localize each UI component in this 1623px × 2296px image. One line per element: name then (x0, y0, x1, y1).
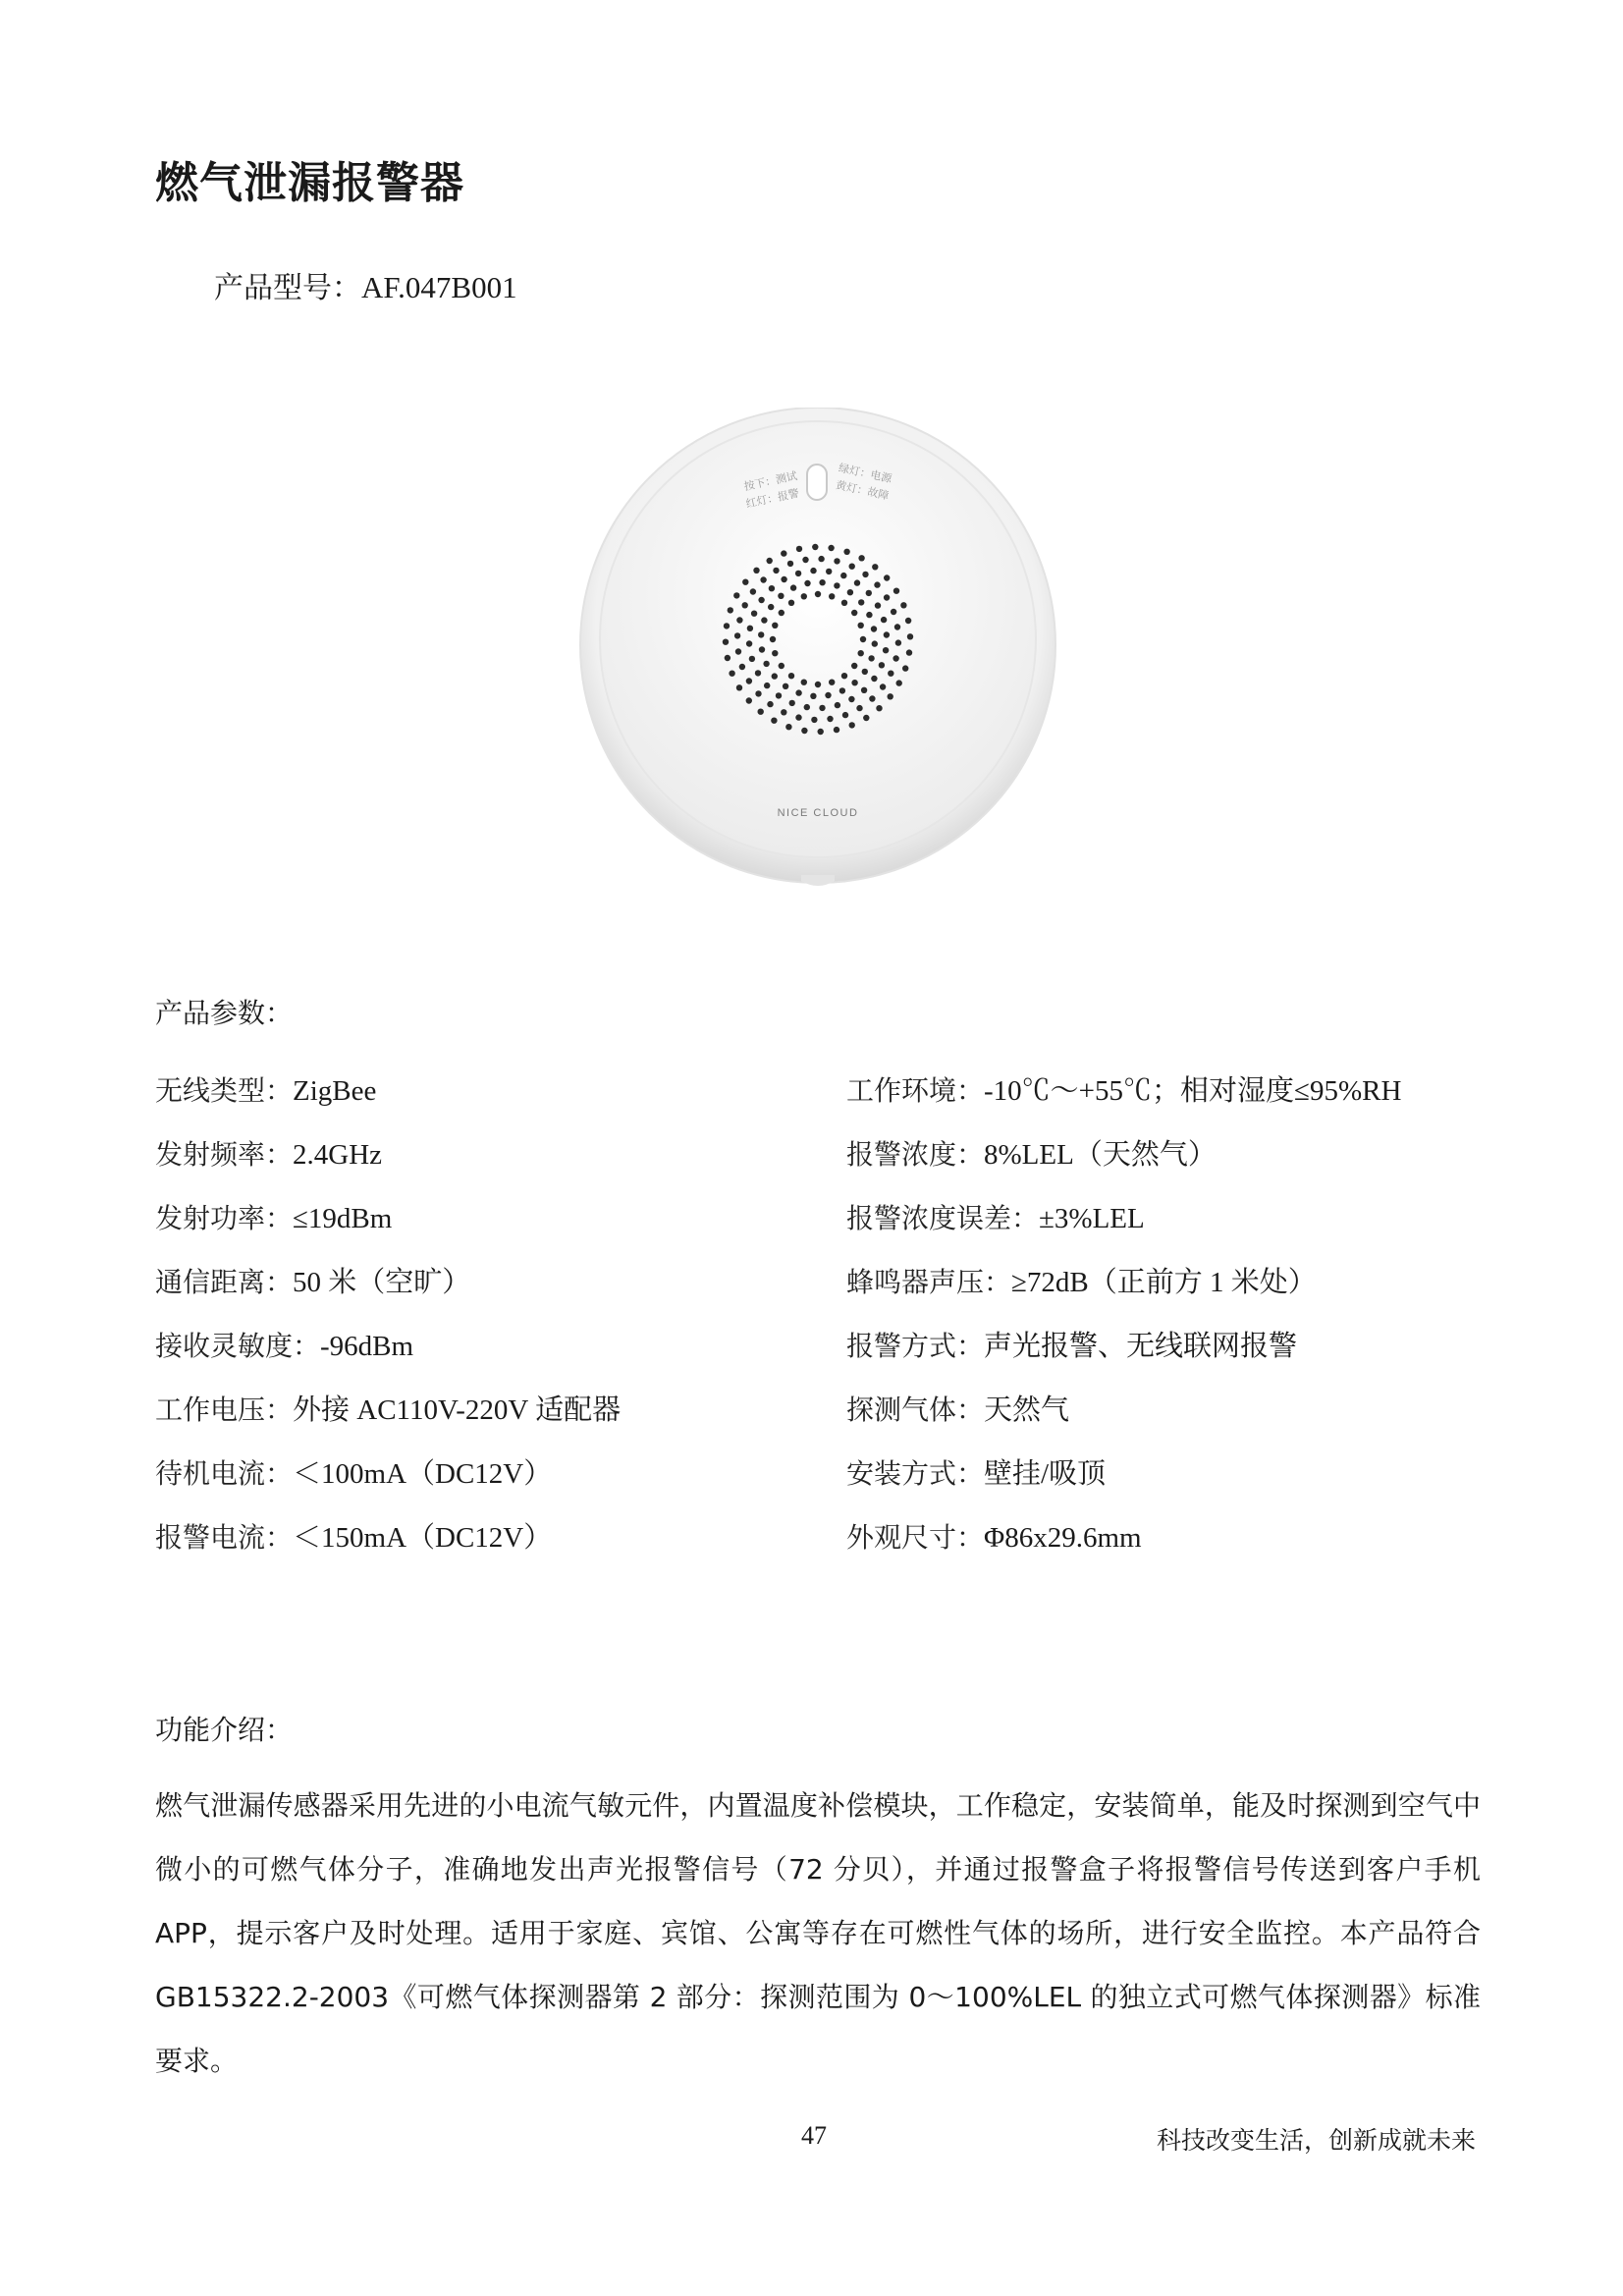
speaker-hole (815, 682, 821, 687)
speaker-hole (826, 569, 832, 574)
speaker-hole (849, 722, 855, 728)
speaker-hole (828, 545, 834, 551)
speaker-hole (866, 590, 872, 596)
speaker-hole (787, 561, 793, 567)
speaker-hole (795, 689, 801, 695)
speaker-hole (829, 680, 835, 685)
speaker-hole (758, 631, 764, 637)
indicator-left-2: 红灯：报警 (744, 486, 801, 511)
speaker-hole (847, 589, 853, 595)
speaker-hole (829, 593, 835, 599)
param-row (846, 1059, 1401, 1122)
param-key: 报警电流： (155, 1521, 294, 1554)
speaker-hole (819, 579, 825, 585)
speaker-hole (781, 576, 786, 582)
speaker-hole (781, 550, 786, 556)
speaker-hole (854, 579, 860, 585)
speaker-hole (880, 683, 886, 689)
speaker-hole (771, 718, 777, 724)
speaker-hole (834, 582, 839, 588)
speaker-hole (881, 617, 887, 623)
param-value: 8%LEL（天然气） (984, 1139, 1217, 1171)
speaker-hole (801, 680, 807, 685)
speaker-hole (755, 690, 761, 696)
speaker-hole (858, 599, 864, 605)
speaker-hole (769, 585, 775, 591)
param-value: 外接 AC110V-220V 适配器 (293, 1394, 622, 1426)
speaker-hole (753, 568, 759, 574)
speaker-hole (728, 607, 733, 613)
param-value: ≤19dBm (293, 1203, 393, 1234)
param-row (846, 1250, 1401, 1314)
speaker-hole (907, 633, 913, 639)
param-value: ≥72dB（正前方 1 米处） (1011, 1267, 1317, 1298)
speaker-hole (818, 556, 824, 562)
indicator-right-2: 黄灯：故障 (834, 478, 891, 503)
param-row (155, 1250, 621, 1314)
speaker-hole (894, 624, 900, 629)
speaker-hole (879, 662, 885, 668)
speaker-hole (725, 655, 730, 661)
speaker-hole (735, 648, 741, 654)
speaker-hole (835, 702, 840, 708)
speaker-hole (841, 673, 847, 679)
speaker-hole (755, 670, 761, 676)
speaker-hole (849, 564, 855, 570)
speaker-hole (811, 717, 817, 723)
params-heading: 产品参数： (155, 997, 294, 1029)
speaker-hole (772, 673, 778, 679)
speaker-hole (761, 617, 767, 623)
speaker-hole (788, 600, 794, 606)
param-value: ＜100mA（DC12V） (293, 1458, 553, 1490)
speaker-hole (779, 610, 784, 616)
speaker-hole (876, 705, 882, 711)
product-model (214, 263, 517, 306)
param-key: 工作电压： (155, 1394, 294, 1426)
param-value: 50 米（空旷） (293, 1267, 471, 1298)
speaker-hole (734, 632, 740, 638)
param-row (155, 1059, 621, 1122)
param-row (155, 1314, 621, 1378)
param-value: Φ86x29.6mm (984, 1522, 1142, 1554)
speaker-hole (815, 591, 821, 597)
speaker-hole (871, 626, 877, 631)
speaker-hole (802, 557, 808, 563)
speaker-hole (875, 602, 881, 608)
speaker-hole (763, 661, 769, 667)
speaker-hole (839, 687, 845, 693)
speaker-hole (758, 709, 764, 715)
param-row (846, 1505, 1401, 1569)
speaker-hole (896, 680, 902, 685)
speaker-hole (858, 555, 864, 561)
param-row (155, 1442, 621, 1505)
speaker-hole (750, 588, 756, 594)
speaker-hole (819, 705, 825, 711)
speaker-hole (795, 571, 801, 576)
speaker-hole (767, 558, 773, 564)
speaker-hole (742, 579, 748, 585)
speaker-hole (773, 568, 779, 574)
speaker-hole (834, 558, 839, 564)
speaker-hole (843, 549, 849, 555)
param-value: ±3%LEL (1039, 1203, 1145, 1234)
speaker-hole (790, 584, 796, 590)
speaker-hole (768, 604, 774, 610)
param-row (846, 1186, 1401, 1250)
speaker-hole (842, 712, 848, 718)
speaker-hole (796, 546, 802, 552)
speaker-hole (884, 594, 890, 600)
speaker-hole (742, 602, 748, 608)
param-value: ZigBee (293, 1075, 377, 1107)
speaker-hole (789, 700, 795, 706)
speaker-hole (906, 649, 912, 655)
param-row (846, 1122, 1401, 1186)
speaker-hole (891, 609, 896, 615)
speaker-hole (872, 564, 878, 570)
speaker-hole (840, 573, 846, 578)
model-value: AF.047B001 (361, 270, 517, 304)
speaker-hole (861, 687, 867, 693)
param-key: 外观尺寸： (846, 1521, 985, 1554)
speaker-hole (746, 678, 752, 683)
speaker-hole (810, 568, 816, 574)
speaker-hole (779, 663, 784, 669)
speaker-hole (848, 696, 854, 702)
param-key: 蜂鸣器声压： (846, 1266, 1012, 1298)
speaker-hole (863, 715, 869, 721)
speaker-hole (724, 623, 730, 629)
speaker-hole (746, 697, 752, 703)
speaker-hole (900, 602, 906, 608)
param-key: 安装方式： (846, 1457, 985, 1490)
speaker-hole (860, 636, 866, 642)
speaker-hole (723, 639, 729, 645)
speaker-hole (856, 705, 862, 711)
speaker-hole (783, 683, 788, 689)
speaker-hole (883, 647, 889, 653)
speaker-hole (834, 727, 839, 733)
speaker-hole (772, 650, 778, 656)
speaker-hole (733, 592, 739, 598)
param-row (155, 1505, 621, 1569)
speaker-hole (888, 693, 893, 699)
speaker-hole (866, 612, 872, 618)
speaker-hole (893, 588, 899, 594)
speaker-hole (851, 610, 857, 616)
speaker-hole (772, 623, 778, 629)
param-value: 天然气 (984, 1394, 1070, 1426)
speaker-hole (758, 597, 764, 603)
features-text: 燃气泄漏传感器采用先进的小电流气敏元件，内置温度补偿模块，工作稳定，安装简单，能及时探测到空气中微小的可燃气体分子，准确地发出声光报警信号（72 分贝），并通过报警盒子将报警信号传送到客户手机 APP，提示客户及时处理。适用于家庭、宾馆、公寓等存在可燃性气体的场所，进行安全监控。本产品符合 GB15322.2-2003《可燃气体探测器第 2 部分：探测范围为 0～100%LEL 的独立式可燃气体探测器》标准要求。 (155, 1789, 1481, 2077)
params-right-column (846, 1059, 1401, 1569)
speaker-hole (801, 593, 807, 599)
param-key: 通信距离： (155, 1266, 294, 1298)
param-value: -10℃～+55℃；相对湿度≤95%RH (984, 1075, 1402, 1107)
param-row (155, 1378, 621, 1442)
speaker-hole (788, 673, 794, 679)
speaker-hole (781, 709, 786, 715)
param-value: ＜150mA（DC12V） (293, 1522, 553, 1554)
speaker-hole (874, 581, 880, 587)
speaker-hole (785, 724, 791, 730)
speaker-hole (841, 600, 847, 606)
speaker-hole (869, 695, 875, 701)
speaker-hole (795, 714, 801, 720)
speaker-hole (858, 650, 864, 656)
speaker-hole (767, 701, 773, 707)
page-title: 燃气泄漏报警器 (155, 158, 464, 208)
footer-slogan: 科技改变生活，创新成就未来 (1156, 2126, 1476, 2155)
param-key: 报警浓度误差： (846, 1202, 1040, 1234)
speaker-hole (778, 593, 784, 599)
param-row (846, 1314, 1401, 1378)
gas-detector-image (577, 408, 1058, 889)
speaker-hole (746, 640, 752, 646)
param-value: 声光报警、无线联网报警 (984, 1331, 1298, 1362)
page-number: 47 (801, 2121, 827, 2150)
param-value: 壁挂/吸顶 (984, 1458, 1107, 1490)
param-row (155, 1186, 621, 1250)
speaker-hole (751, 611, 757, 617)
speaker-hole (736, 684, 742, 690)
param-key: 无线类型： (155, 1074, 294, 1107)
speaker-hole (749, 656, 755, 662)
param-key: 发射功率： (155, 1202, 294, 1234)
param-key: 发射频率： (155, 1138, 294, 1171)
speaker-hole (858, 623, 864, 629)
speaker-hole (810, 693, 816, 699)
param-key: 报警方式： (846, 1330, 985, 1362)
param-value: 2.4GHz (293, 1139, 383, 1171)
speaker-hole (851, 680, 857, 685)
speaker-hole (804, 704, 810, 710)
param-key: 接收灵敏度： (155, 1330, 321, 1362)
speaker-hole (818, 729, 824, 735)
speaker-hole (888, 671, 893, 677)
param-row (155, 1122, 621, 1186)
brand-logo: NICE CLOUD (777, 807, 859, 819)
param-key: 工作环境： (846, 1074, 985, 1107)
speaker-hole (739, 664, 745, 670)
speaker-hole (905, 618, 911, 624)
param-row (846, 1378, 1401, 1442)
param-key: 探测气体： (846, 1394, 985, 1426)
speaker-hole (825, 692, 831, 698)
speaker-hole (851, 663, 857, 669)
speaker-hole (747, 626, 753, 631)
model-label: 产品型号： (214, 271, 361, 305)
param-row (846, 1442, 1401, 1505)
speaker-hole (827, 716, 833, 722)
speaker-hole (801, 728, 807, 734)
speaker-hole (893, 655, 898, 661)
speaker-hole (736, 617, 742, 623)
param-value: -96dBm (320, 1331, 414, 1362)
speaker-hole (871, 676, 877, 682)
speaker-hole (884, 631, 890, 637)
indicator-right-1: 绿灯：电源 (837, 462, 893, 486)
params-left-column (155, 1059, 621, 1569)
speaker-hole (804, 580, 810, 586)
speaker-hole (770, 636, 776, 642)
speaker-hole (862, 572, 868, 577)
indicator-left-1: 按下：测试 (742, 469, 799, 494)
speaker-hole (760, 576, 766, 582)
param-key: 待机电流： (155, 1457, 294, 1490)
speaker-hole (872, 640, 878, 646)
speaker-hole (776, 692, 782, 698)
speaker-hole (764, 683, 770, 688)
speaker-hole (895, 639, 901, 645)
features-heading: 功能介绍： (155, 1714, 294, 1746)
speaker-hole (884, 574, 890, 580)
speaker-hole (902, 665, 908, 671)
speaker-hole (868, 655, 874, 661)
speaker-hole (812, 544, 818, 550)
speaker-hole (759, 646, 765, 652)
speaker-hole (729, 671, 734, 677)
speaker-hole (862, 669, 868, 675)
param-key: 报警浓度： (846, 1138, 985, 1171)
